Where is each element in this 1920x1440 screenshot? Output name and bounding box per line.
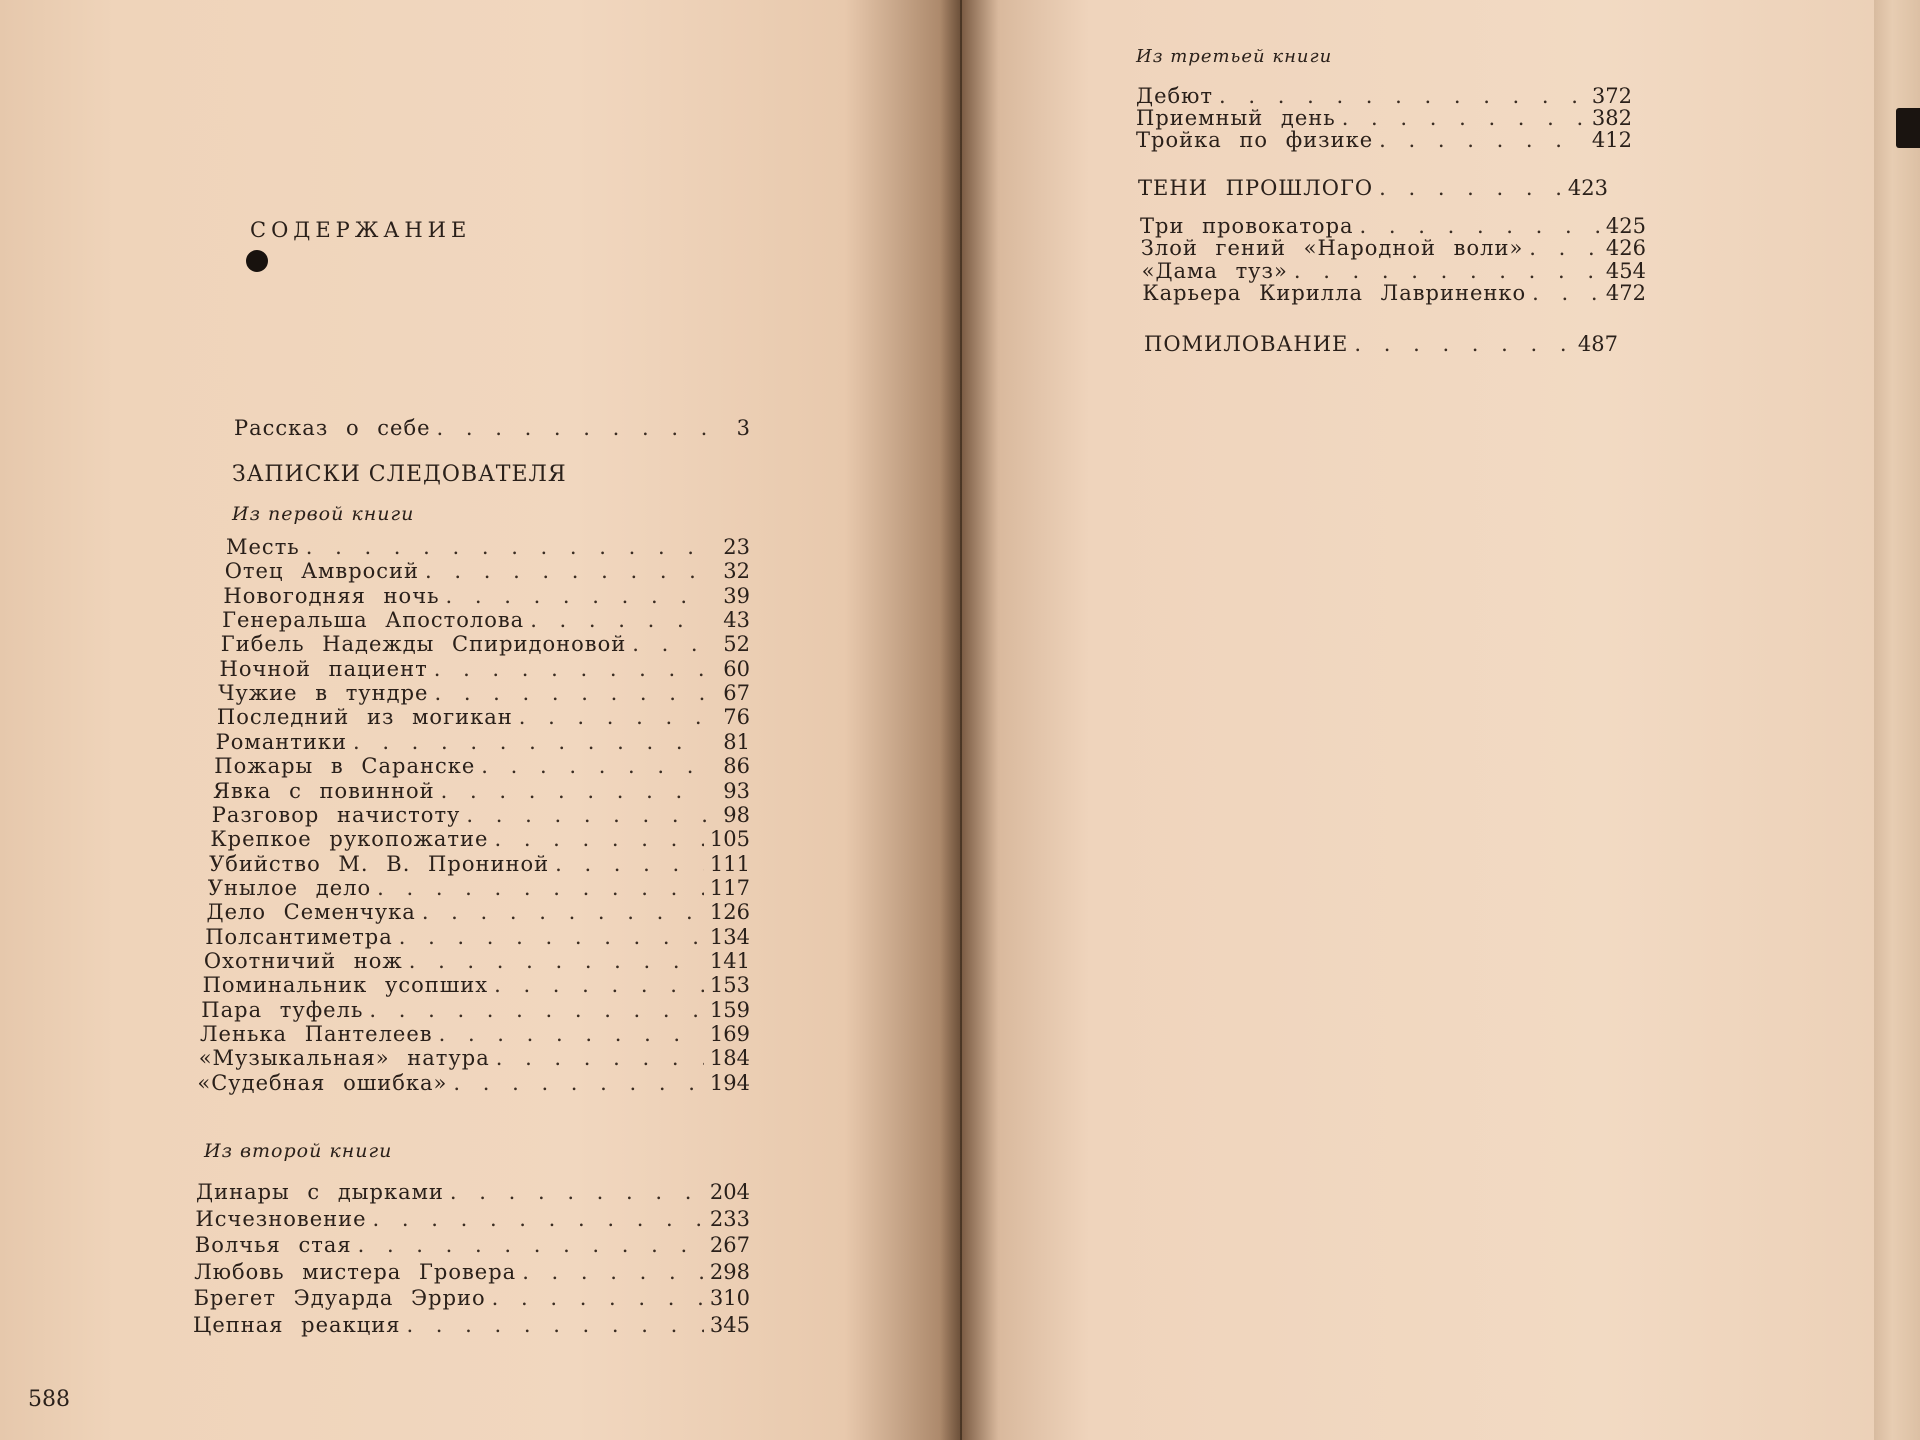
book2-subtitle: Из второй книги — [204, 1140, 393, 1162]
toc-entry — [210, 827, 750, 852]
entry-title: Волчья стая — [194, 1233, 352, 1258]
entry-title: Пара туфель — [201, 997, 364, 1022]
entry-title: Злой гений «Народной воли» — [1140, 236, 1524, 261]
toc-entry — [196, 1180, 750, 1205]
toc-entry — [1142, 281, 1646, 306]
entry-title: Последний из могикан — [216, 705, 513, 730]
toc-entry-intro — [234, 416, 750, 441]
entry-page: 372 — [1591, 84, 1632, 108]
toc-entry — [212, 803, 750, 828]
entry-page: 134 — [709, 924, 750, 949]
entry-title: Исчезновение — [195, 1206, 367, 1231]
entry-page: 298 — [709, 1259, 750, 1284]
entry-page: 86 — [723, 754, 750, 779]
book3-subtitle: Из третьей книги — [1136, 46, 1333, 67]
entry-title: Поминальник усопших — [202, 973, 489, 998]
toc-entry — [225, 559, 750, 584]
entry-title: Романтики — [215, 729, 347, 754]
toc-entry — [223, 584, 750, 609]
entry-page: 76 — [723, 705, 750, 730]
entry-page: 52 — [723, 632, 750, 657]
toc-entry — [197, 1071, 750, 1096]
toc-entry — [216, 730, 750, 755]
entry-title: Ночной пациент — [219, 656, 428, 681]
toc-entry — [201, 998, 750, 1023]
entry-title: Унылое дело — [207, 875, 372, 900]
entry-page: 43 — [723, 608, 750, 633]
entry-page: 32 — [723, 559, 750, 584]
entry-title: Любовь мистера Гровера — [194, 1259, 517, 1284]
entry-title: Крепкое рукопожатие — [210, 827, 489, 852]
toc-entry — [226, 535, 750, 560]
entry-page: 426 — [1605, 236, 1646, 261]
entry-page: 233 — [709, 1206, 750, 1231]
entry-page: 412 — [1591, 128, 1632, 152]
toc-entry — [222, 608, 750, 633]
entry-title: Брегет Эдуарда Эррио — [193, 1286, 486, 1311]
entry-page: 23 — [723, 535, 750, 559]
entry-page: 60 — [723, 656, 750, 681]
entry-page: 454 — [1605, 258, 1646, 283]
entry-title: Рассказ о себе — [234, 416, 431, 440]
entry-page: 111 — [709, 851, 750, 876]
entry-page: 425 — [1605, 214, 1646, 238]
contents-heading: СОДЕРЖАНИЕ — [250, 218, 472, 242]
entry-title: Цепная реакция — [193, 1313, 401, 1337]
entry-page: 159 — [709, 997, 750, 1022]
toc-entry — [218, 681, 750, 706]
page-number: 588 — [28, 1387, 70, 1412]
entry-page: 472 — [1605, 280, 1646, 305]
entry-page: 184 — [709, 1046, 750, 1071]
toc-entry — [194, 1286, 750, 1311]
entry-title: Разговор начистоту — [211, 802, 461, 827]
toc-entry — [205, 925, 750, 950]
entry-page: 3 — [736, 416, 750, 440]
entry-page: 487 — [1577, 332, 1618, 356]
right-page — [962, 0, 1874, 1440]
entry-title: Отец Амвросий — [224, 559, 420, 584]
entry-page: 345 — [709, 1313, 750, 1337]
entry-page: 117 — [709, 875, 750, 900]
toc-entry — [195, 1207, 750, 1232]
entry-title: Гибель Надежды Спиридоновой — [220, 632, 627, 657]
toc-entry — [204, 949, 750, 974]
entry-title: Пожары в Саранске — [214, 754, 476, 779]
entry-title: Динары с дырками — [196, 1180, 444, 1204]
toc-entry — [208, 876, 750, 901]
entry-title: Тройка по физике — [1136, 128, 1374, 152]
entry-title: Месть — [226, 535, 300, 559]
entry-page: 105 — [709, 827, 750, 852]
entry-page: 267 — [709, 1233, 750, 1258]
book1-subtitle: Из первой книги — [232, 503, 415, 525]
entry-title: ПОМИЛОВАНИЕ — [1144, 332, 1349, 356]
entry-page: 98 — [723, 802, 750, 827]
entry-page: 81 — [723, 729, 750, 754]
toc-entry — [199, 1046, 750, 1071]
toc-entry — [1140, 214, 1646, 239]
toc-entry — [220, 657, 751, 682]
entry-title: Карьера Кирилла Лавриненко — [1142, 280, 1527, 305]
entry-page: 423 — [1567, 176, 1608, 200]
entry-title: «Дама туз» — [1141, 258, 1288, 283]
entry-page: 141 — [709, 948, 750, 973]
toc-entry — [1141, 236, 1646, 261]
entry-title: Полсантиметра — [205, 924, 393, 949]
entry-title: Охотничий нож — [203, 948, 403, 973]
toc-entry — [221, 632, 750, 657]
toc-entry — [1136, 128, 1632, 153]
page-edge — [1874, 0, 1920, 1440]
toc-entry — [194, 1260, 750, 1285]
entry-title: Убийство М. В. Прониной — [209, 851, 550, 876]
toc-entry — [193, 1313, 750, 1338]
entry-title: Три провокатора — [1140, 214, 1354, 238]
entry-title: Приемный день — [1136, 106, 1336, 130]
toc-entry — [200, 1022, 750, 1047]
entry-page: 310 — [709, 1286, 750, 1311]
entry-page: 153 — [709, 973, 750, 998]
toc-entry — [207, 900, 751, 925]
toc-entry-shadows — [1138, 176, 1608, 201]
entry-title: Явка с повинной — [213, 778, 435, 803]
toc-entry — [214, 754, 750, 779]
entry-title: Дебют — [1136, 84, 1214, 108]
toc-entry — [217, 705, 750, 730]
entry-title: ТЕНИ ПРОШЛОГО — [1138, 176, 1374, 200]
toc-entry — [203, 973, 750, 998]
bookmark-tab — [1896, 108, 1920, 148]
entry-title: Дело Семенчука — [206, 900, 416, 925]
toc-entry — [213, 779, 750, 804]
entry-page: 67 — [723, 681, 750, 706]
toc-entry — [1142, 259, 1646, 284]
entry-page: 126 — [709, 900, 750, 925]
entry-title: «Судебная ошибка» — [197, 1070, 448, 1095]
toc-entry-pardon — [1144, 332, 1618, 357]
section-title: ЗАПИСКИ СЛЕДОВАТЕЛЯ — [232, 462, 567, 487]
entry-page: 382 — [1591, 106, 1632, 130]
entry-title: Ленька Пантелеев — [200, 1022, 433, 1046]
toc-entry — [195, 1233, 750, 1258]
entry-title: Чужие в тундре — [218, 681, 429, 706]
entry-title: Новогодняя ночь — [223, 583, 440, 608]
entry-page: 204 — [709, 1180, 750, 1204]
entry-page: 194 — [709, 1070, 750, 1095]
punch-hole — [246, 250, 268, 272]
entry-title: Генеральша Апостолова — [222, 608, 525, 633]
entry-page: 39 — [723, 583, 750, 608]
entry-page: 93 — [723, 778, 750, 803]
entry-page: 169 — [709, 1022, 750, 1046]
toc-entry — [209, 852, 750, 877]
entry-title: «Музыкальная» натура — [198, 1046, 490, 1071]
